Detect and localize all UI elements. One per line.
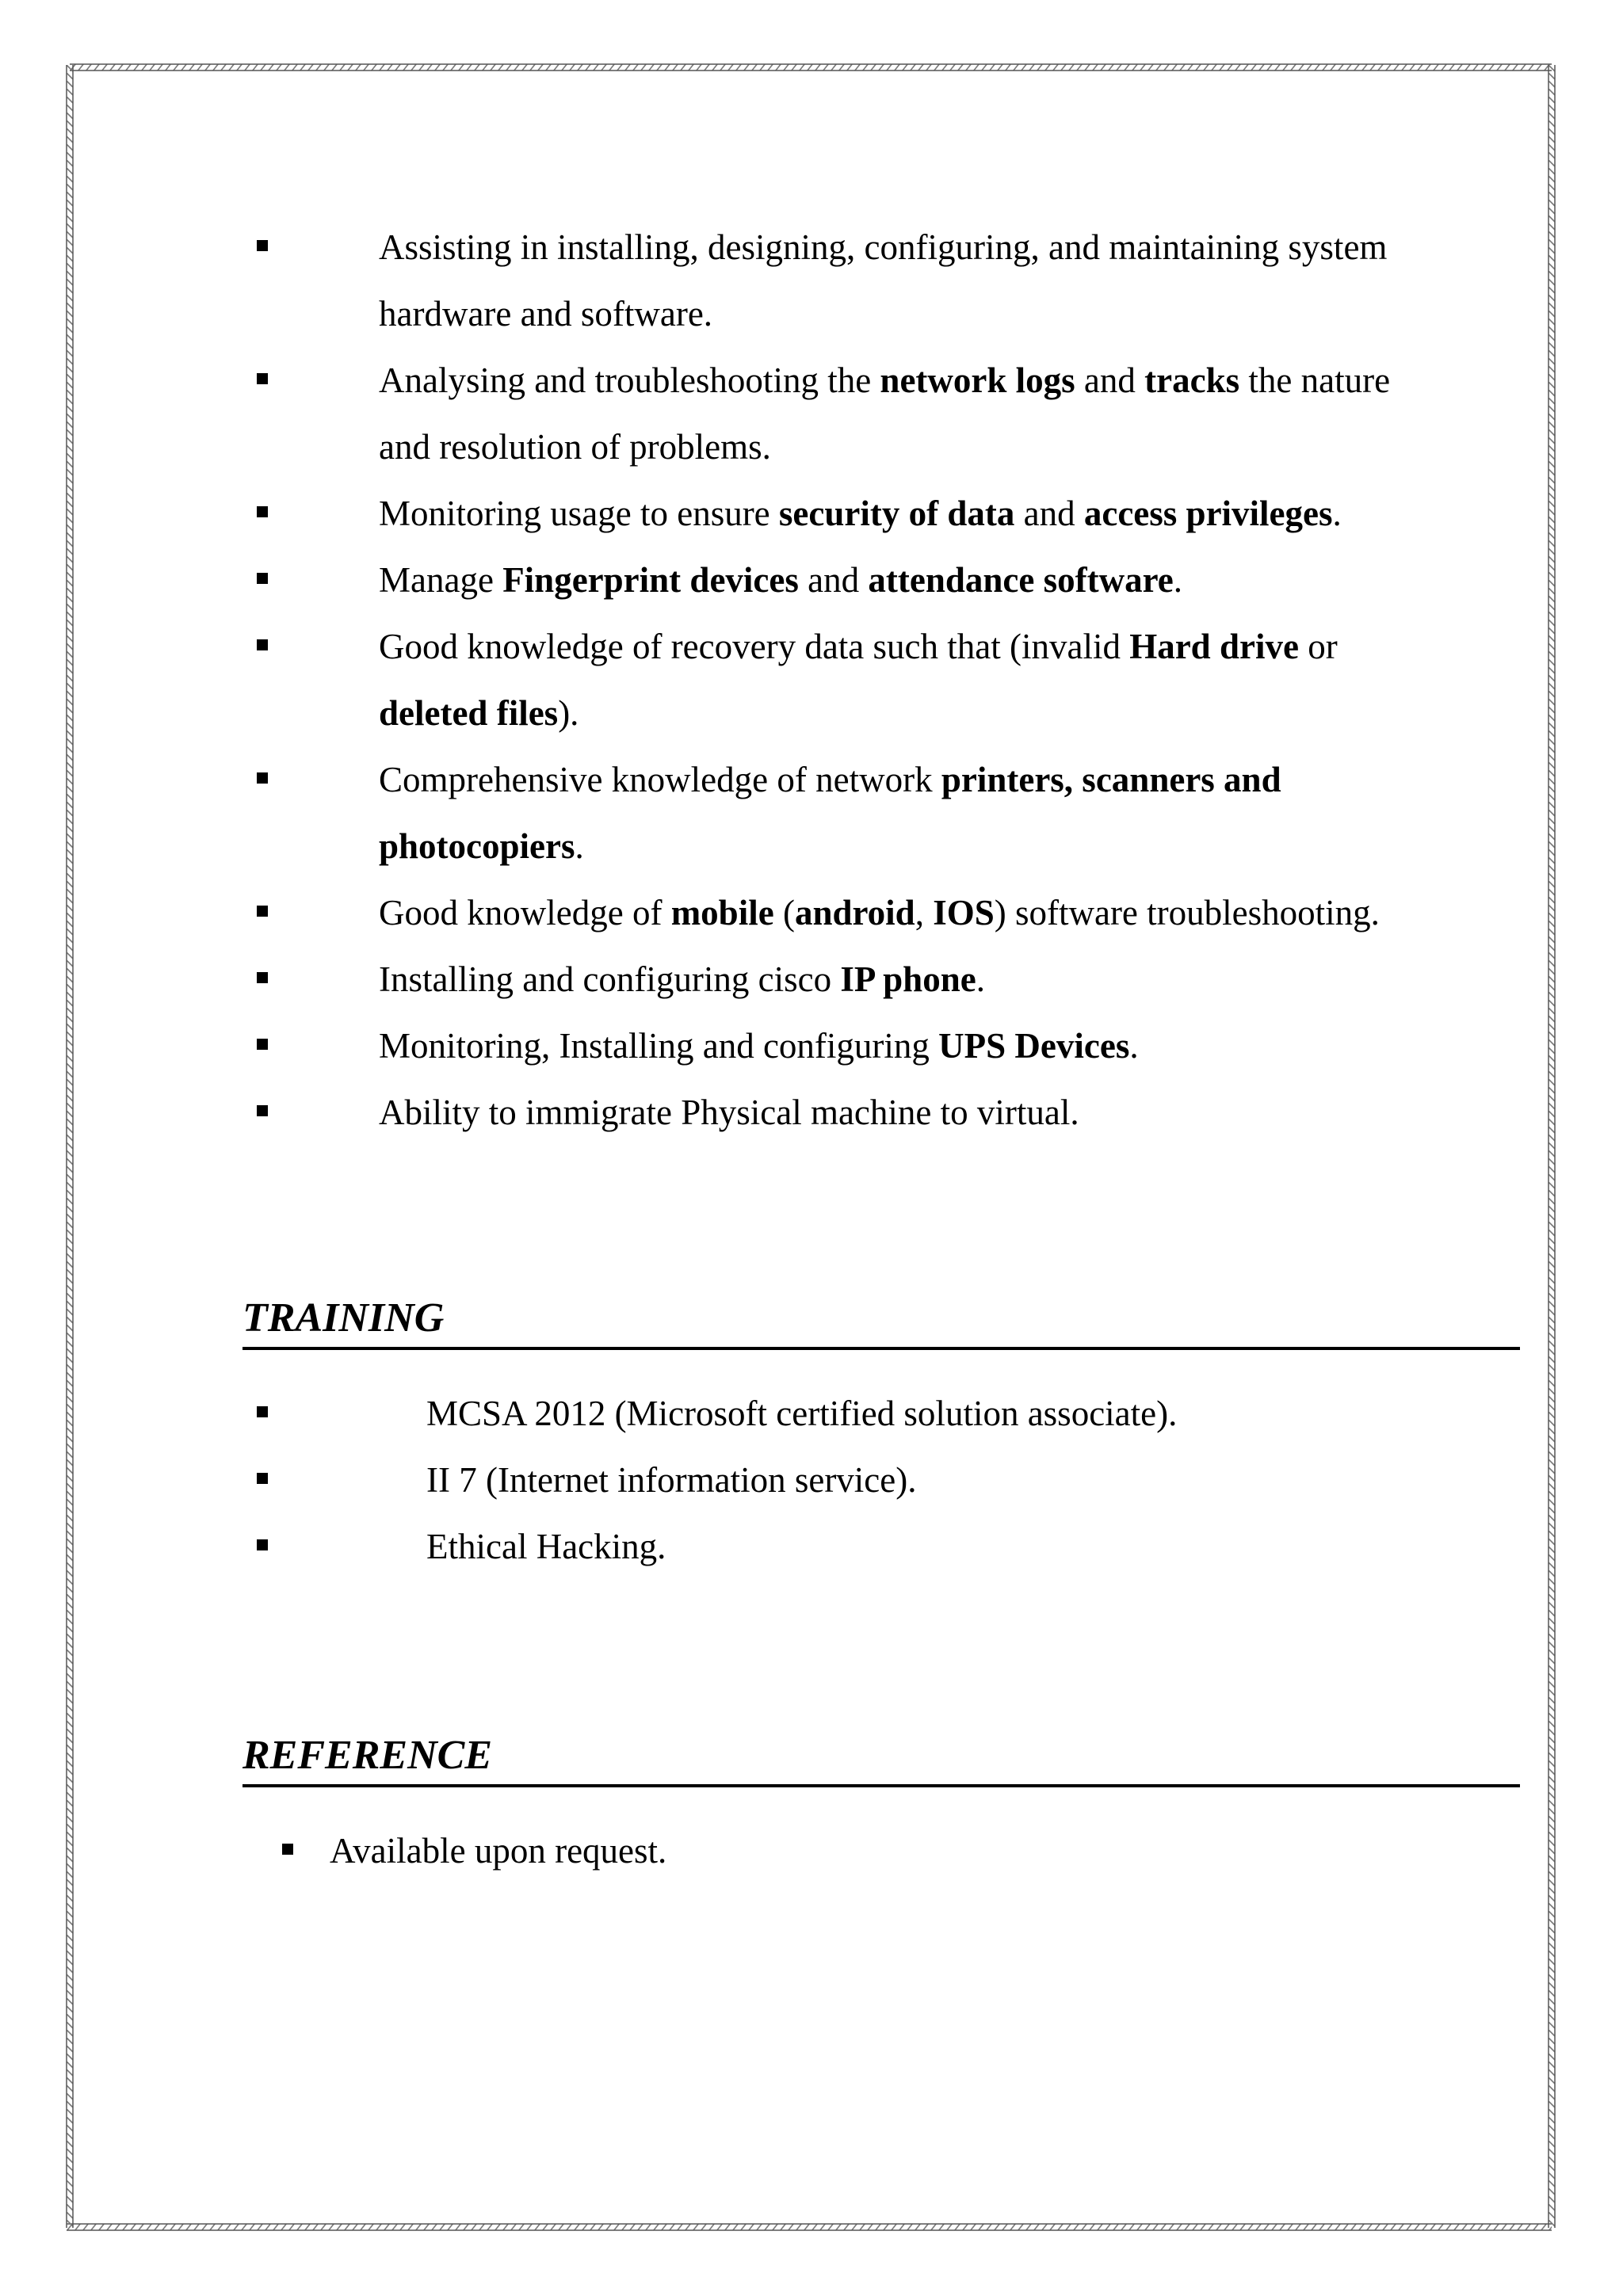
- duty-item-line: [320, 879, 1493, 946]
- text-segment: ).: [558, 693, 579, 733]
- text-segment: and: [1075, 360, 1145, 400]
- training-item-text: Ethical Hacking.: [426, 1527, 666, 1566]
- text-segment: .: [1129, 1026, 1139, 1066]
- text-segment: ,: [915, 893, 934, 933]
- bold-text: Hard drive: [1129, 627, 1299, 666]
- training-list: [320, 1380, 1493, 1580]
- bold-text: mobile: [670, 893, 774, 933]
- list-item: [320, 547, 1493, 613]
- training-heading: TRAINING: [242, 1293, 1520, 1350]
- text-segment: (: [773, 893, 795, 933]
- text-segment: and: [1014, 494, 1084, 533]
- bold-text: IOS: [933, 893, 995, 933]
- duty-item-line: [320, 946, 1493, 1013]
- duty-item-line: [320, 1013, 1493, 1079]
- page-border-bottom: [67, 2222, 1552, 2233]
- bold-text: access privileges: [1083, 494, 1333, 533]
- text-segment: Ability to immigrate Physical machine to virtual.: [379, 1093, 1079, 1132]
- text-segment: .: [575, 826, 584, 866]
- bold-text: attendance software: [868, 560, 1174, 600]
- duty-item-line: [320, 480, 1493, 547]
- list-item: [320, 1380, 1493, 1447]
- duty-item-line: [320, 746, 1493, 813]
- reference-item-text: Available upon request.: [330, 1831, 667, 1871]
- square-bullet-icon: [282, 1844, 293, 1855]
- text-segment: ) software troubleshooting.: [994, 893, 1380, 933]
- bold-text: IP phone: [840, 959, 976, 999]
- text-segment: Installing and configuring cisco: [379, 959, 841, 999]
- bold-text: deleted files: [379, 693, 559, 733]
- text-segment: the nature: [1239, 360, 1391, 400]
- list-item: [282, 1817, 1455, 1884]
- list-item: [320, 613, 1493, 746]
- text-segment: or: [1298, 627, 1338, 666]
- square-bullet-icon: [257, 639, 268, 650]
- bold-text: tracks: [1144, 360, 1240, 400]
- text-segment: Good knowledge of recovery data such that (invalid: [379, 627, 1130, 666]
- square-bullet-icon: [257, 1039, 268, 1050]
- text-segment: .: [976, 959, 985, 999]
- text-segment: Comprehensive knowledge of network: [379, 760, 941, 799]
- square-bullet-icon: [257, 506, 268, 517]
- text-segment: Manage: [379, 560, 503, 600]
- list-item: [320, 946, 1493, 1013]
- text-segment: and: [798, 560, 869, 600]
- list-item: [320, 1079, 1493, 1146]
- reference-heading: REFERENCE: [242, 1730, 1520, 1787]
- square-bullet-icon: [257, 972, 268, 983]
- bold-text: security of data: [778, 494, 1015, 533]
- text-segment: Good knowledge of: [379, 893, 671, 933]
- duties-list: [320, 214, 1493, 1146]
- text-segment: Monitoring, Installing and configuring: [379, 1026, 939, 1066]
- reference-list: [282, 1817, 1455, 1884]
- duty-item-line: [320, 680, 1493, 746]
- bold-text: android: [794, 893, 915, 933]
- square-bullet-icon: [257, 573, 268, 584]
- square-bullet-icon: [257, 1473, 268, 1484]
- list-item: [320, 480, 1493, 547]
- list-item: [320, 879, 1493, 946]
- page-border-left: [65, 65, 74, 2228]
- square-bullet-icon: [257, 373, 268, 384]
- square-bullet-icon: [257, 906, 268, 917]
- bold-text: UPS Devices: [938, 1026, 1130, 1066]
- duty-item-line: [320, 414, 1493, 480]
- page-border-top: [70, 62, 1552, 73]
- list-item: [320, 214, 1493, 347]
- text-segment: .: [1332, 494, 1342, 533]
- duty-item-line: [320, 1079, 1493, 1146]
- duty-item-line: [320, 547, 1493, 613]
- square-bullet-icon: [257, 1539, 268, 1550]
- text-segment: hardware and software.: [379, 294, 713, 334]
- text-segment: Analysing and troubleshooting the: [379, 360, 880, 400]
- page-border-right: [1547, 65, 1556, 2228]
- text-segment: Monitoring usage to ensure: [379, 494, 779, 533]
- bold-text: printers, scanners and: [941, 760, 1281, 799]
- duty-item-line: [320, 214, 1493, 280]
- square-bullet-icon: [257, 240, 268, 251]
- square-bullet-icon: [257, 1406, 268, 1417]
- training-item-text: II 7 (Internet information service).: [426, 1460, 917, 1500]
- list-item: [320, 1013, 1493, 1079]
- bold-text: network logs: [880, 360, 1075, 400]
- bold-text: Fingerprint devices: [502, 560, 799, 600]
- bold-text: photocopiers: [379, 826, 575, 866]
- list-item: [320, 1513, 1493, 1580]
- duty-item-line: [320, 347, 1493, 414]
- text-segment: and resolution of problems.: [379, 427, 771, 467]
- duty-item-line: [320, 813, 1493, 879]
- text-segment: .: [1173, 560, 1182, 600]
- duty-item-line: [320, 613, 1493, 680]
- list-item: [320, 347, 1493, 480]
- duty-item-line: [320, 280, 1493, 347]
- list-item: [320, 1447, 1493, 1513]
- square-bullet-icon: [257, 1105, 268, 1116]
- square-bullet-icon: [257, 772, 268, 784]
- list-item: [320, 746, 1493, 879]
- text-segment: Assisting in installing, designing, configuring, and maintaining system: [379, 227, 1388, 267]
- training-item-text: MCSA 2012 (Microsoft certified solution associate).: [426, 1394, 1178, 1433]
